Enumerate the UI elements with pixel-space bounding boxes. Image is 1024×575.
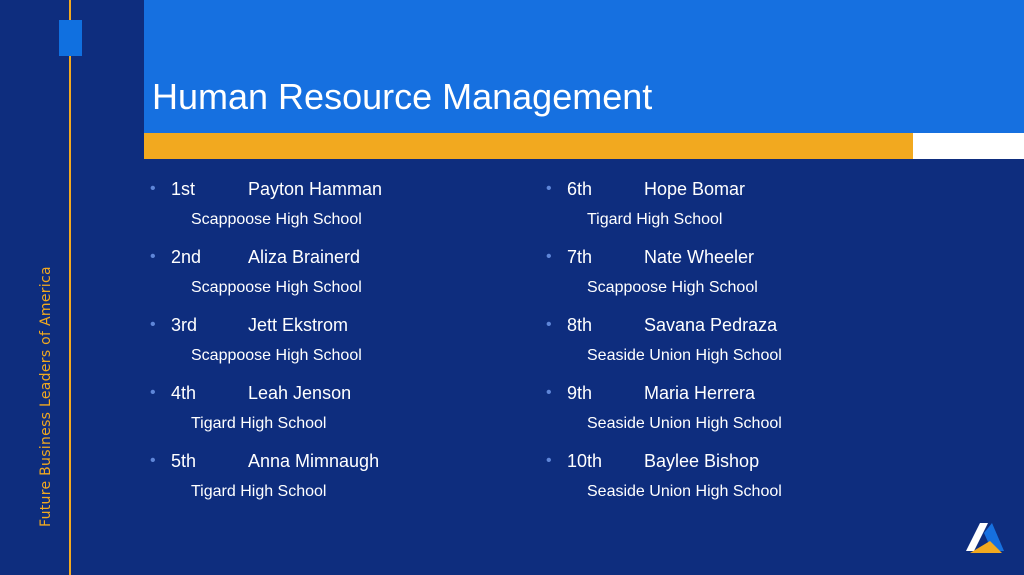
winner-name: Nate Wheeler	[644, 247, 755, 267]
sidebar-blue-tab	[59, 20, 82, 56]
placement: 7th	[567, 247, 593, 267]
school-name: Scappoose High School	[587, 279, 758, 296]
placement: 1st	[171, 179, 196, 199]
result-entry	[546, 313, 926, 381]
school-name: Tigard High School	[191, 483, 327, 500]
organization-name: Future Business Leaders of America	[38, 266, 54, 527]
header-gold-stripe	[144, 133, 913, 159]
results-column-left	[150, 177, 530, 517]
result-entry	[150, 313, 530, 381]
bullet-icon: •	[150, 384, 156, 401]
school-name: Scappoose High School	[191, 279, 362, 296]
fbla-logo-icon	[962, 519, 1004, 555]
bullet-icon: •	[150, 316, 156, 333]
winner-name: Aliza Brainerd	[248, 247, 361, 267]
winner-name: Maria Herrera	[644, 383, 756, 403]
result-entry	[546, 177, 926, 245]
winner-name: Payton Hamman	[248, 179, 383, 199]
bullet-icon: •	[546, 316, 552, 333]
bullet-icon: •	[150, 180, 156, 197]
bullet-icon: •	[150, 452, 156, 469]
page-title: Human Resource Management	[152, 76, 653, 117]
winner-name: Savana Pedraza	[644, 315, 778, 335]
school-name: Seaside Union High School	[587, 483, 782, 500]
school-name: Seaside Union High School	[587, 347, 782, 364]
bullet-icon: •	[546, 384, 552, 401]
placement: 9th	[567, 383, 593, 403]
bullet-icon: •	[546, 452, 552, 469]
placement: 3rd	[171, 315, 198, 335]
school-name: Tigard High School	[191, 415, 327, 432]
result-entry	[546, 449, 926, 517]
results-column-right	[546, 177, 926, 517]
result-entry	[150, 177, 530, 245]
placement: 6th	[567, 179, 593, 199]
winner-name: Jett Ekstrom	[248, 315, 349, 335]
placement: 8th	[567, 315, 593, 335]
bullet-icon: •	[150, 248, 156, 265]
school-name: Tigard High School	[587, 211, 723, 228]
school-name: Seaside Union High School	[587, 415, 782, 432]
winner-name: Baylee Bishop	[644, 451, 760, 471]
school-name: Scappoose High School	[191, 211, 362, 228]
left-sidebar	[0, 0, 144, 575]
result-entry	[546, 245, 926, 313]
winner-name: Anna Mimnaugh	[248, 451, 380, 471]
placement: 4th	[171, 383, 197, 403]
winner-name: Hope Bomar	[644, 179, 746, 199]
bullet-icon: •	[546, 248, 552, 265]
result-entry	[150, 245, 530, 313]
sidebar-gold-line	[69, 0, 71, 575]
bullet-icon: •	[546, 180, 552, 197]
result-entry	[150, 449, 530, 517]
school-name: Scappoose High School	[191, 347, 362, 364]
result-entry	[150, 381, 530, 449]
header-white-stripe	[913, 133, 1024, 159]
placement: 5th	[171, 451, 197, 471]
placement: 10th	[567, 451, 603, 471]
placement: 2nd	[171, 247, 202, 267]
winner-name: Leah Jenson	[248, 383, 352, 403]
result-entry	[546, 381, 926, 449]
